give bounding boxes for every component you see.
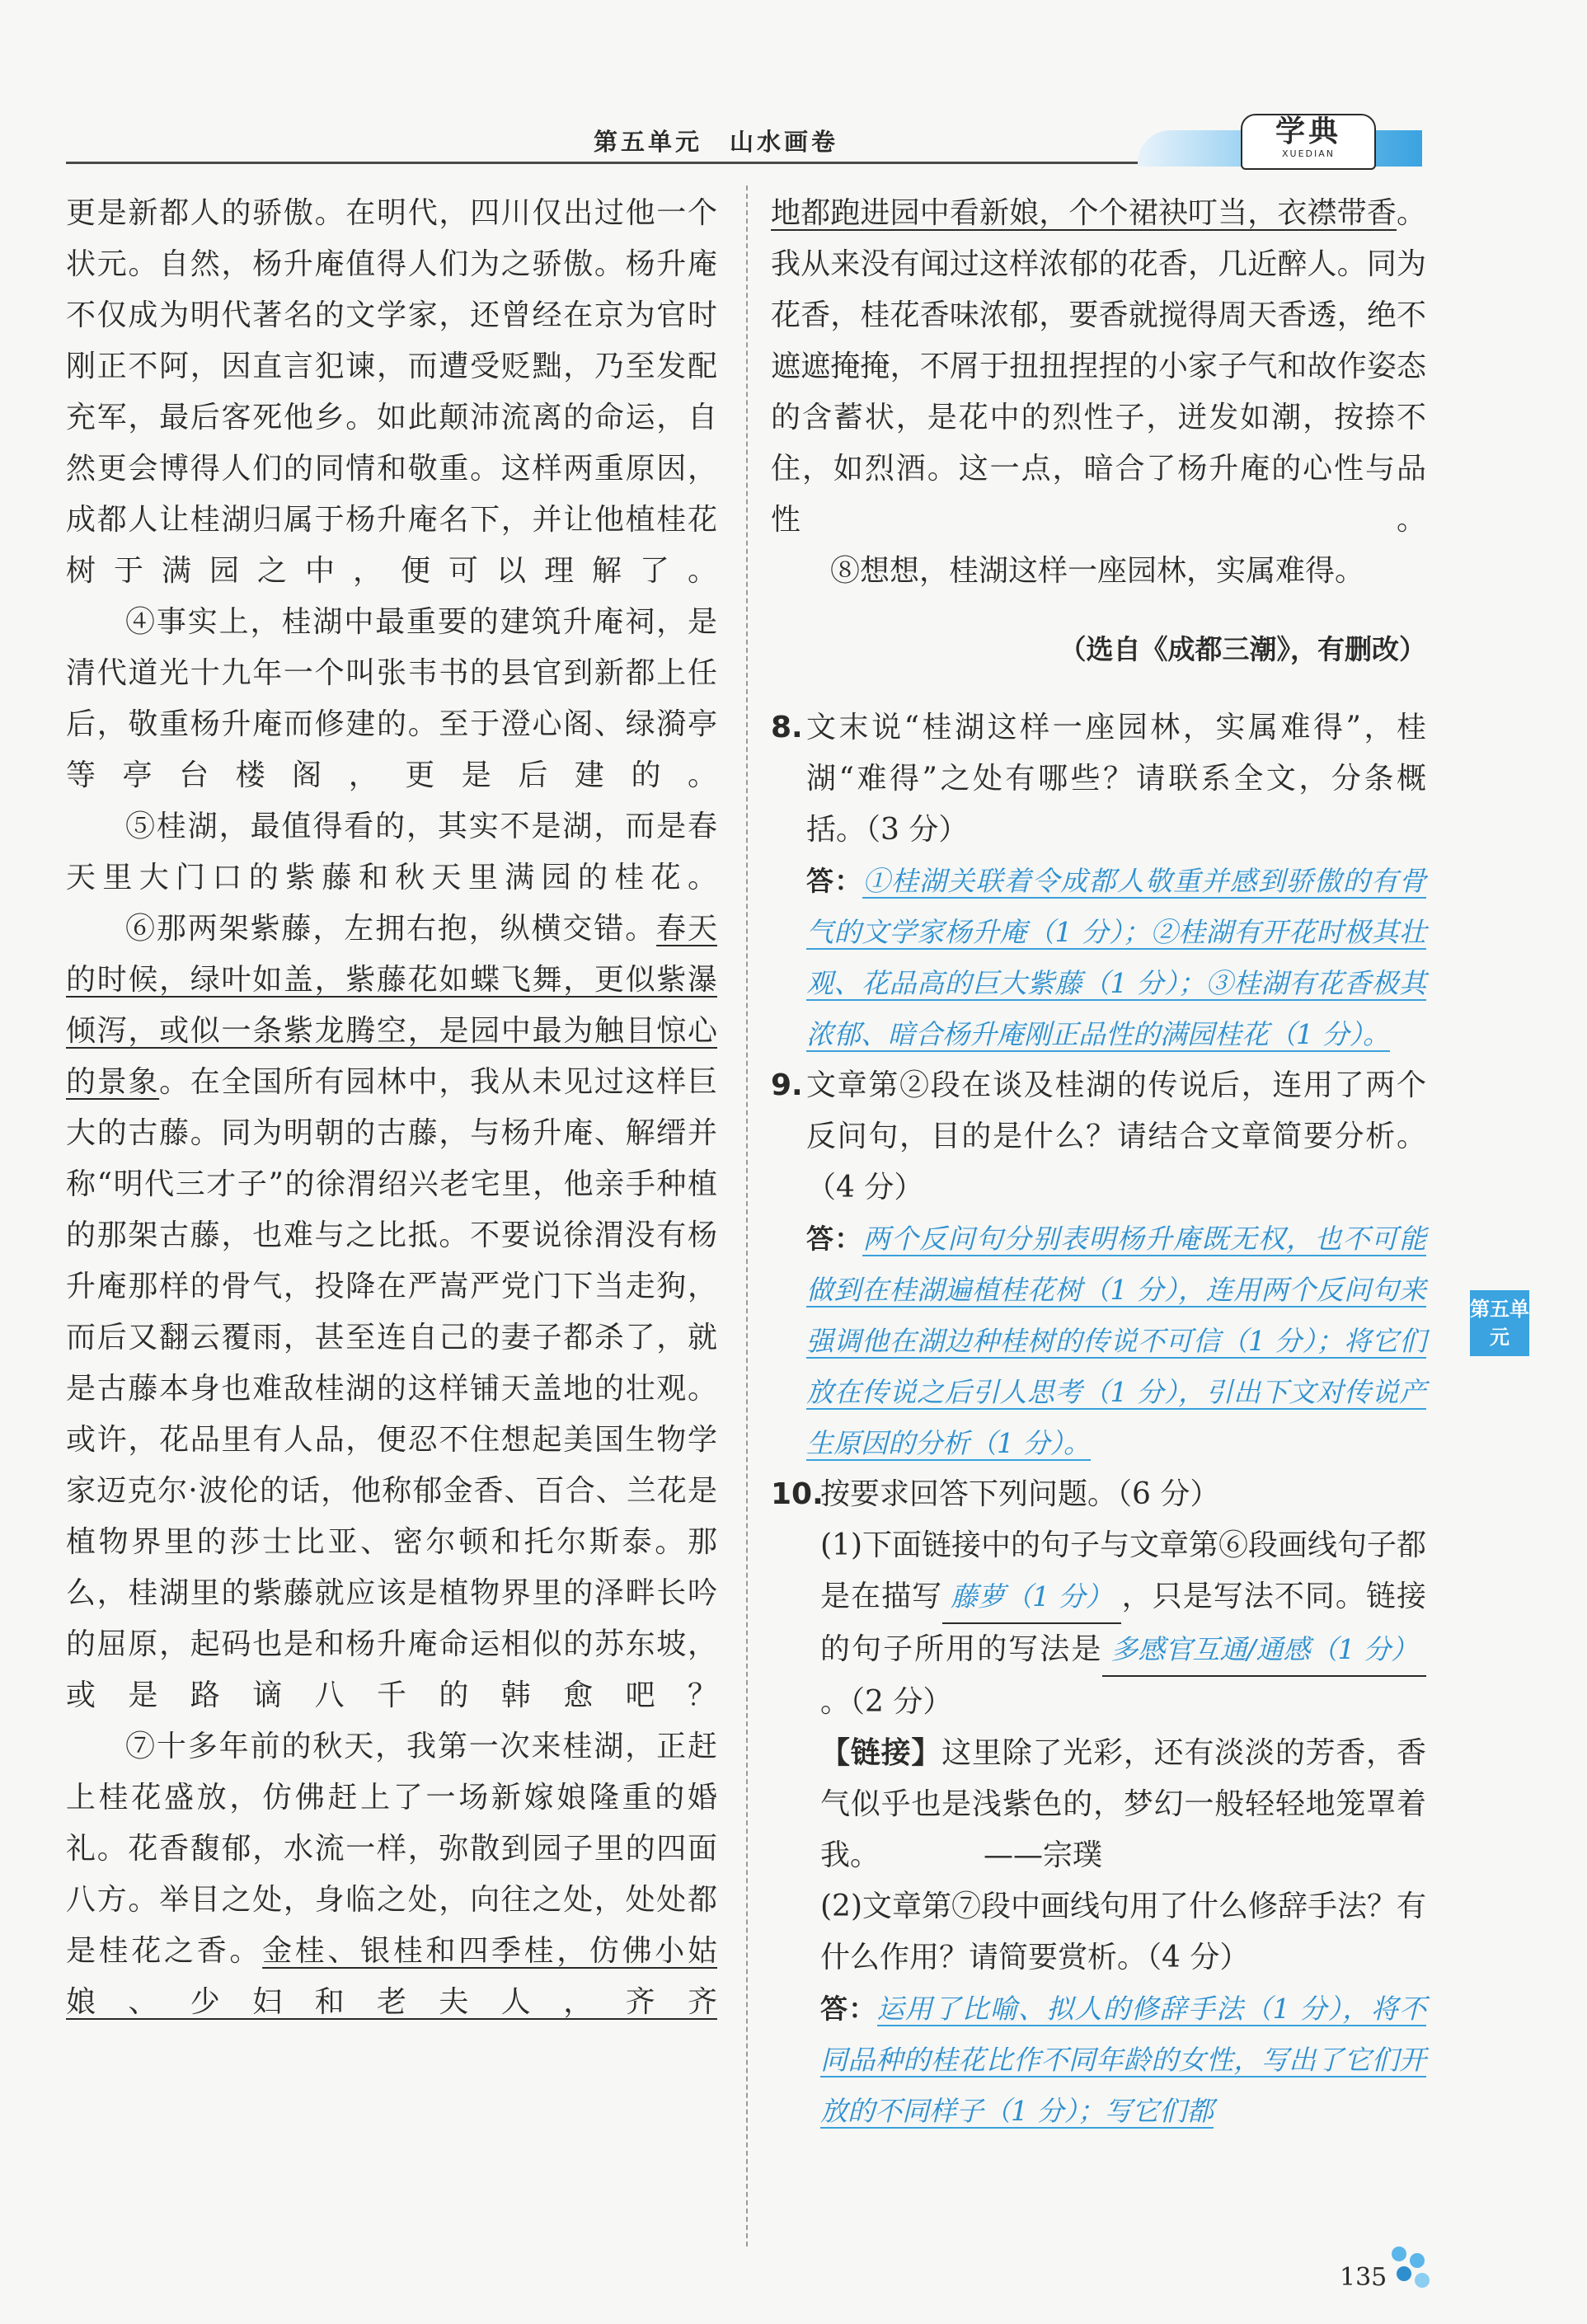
paragraph-8: ⑧想想，桂湖这样一座园林，实属难得。 [830,554,1365,588]
right-column [771,188,1426,2137]
handwritten-answer: 两个反问句分别表明杨升庵既无权，也不可能做到在桂湖遍植桂花树（1 分），连用两个反问句来强调他在湖边种桂树的传说不可信（1 分）；将它们放在传说之后引人思考（1 分），引出下文对传说产生原因的分析（1 分）。 [806,1223,1427,1459]
question-number: 9. [771,1068,803,1102]
header-rule [66,162,1220,164]
question-text: 文章第②段在谈及桂湖的传说后，连用了两个反问句，目的是什么？请结合文章简要分析。（4 分） [806,1068,1426,1204]
handwritten-answer: 运用了比喻、拟人的修辞手法（1 分），将不同品种的桂花比作不同年龄的女性，写出了它们开放的不同样子（1 分）；写它们都 [820,1993,1426,2127]
question-9 [771,1060,1426,1469]
link-label: 【链接】 [820,1736,942,1770]
paragraph-7 [66,1721,717,2028]
answer-block [806,1214,1426,1469]
sub-question-1-text-2: ，只是写法不同。链接的句子所用的写法是 [820,1580,1426,1666]
xuedian-logo [1241,114,1376,170]
paragraph-7-intro: ⑦十多年前的秋天，我第一次来桂湖，正赶上桂花盛放，仿佛赶上了一场新嫁娘隆重的婚礼。花香馥郁，水流一样，弥散到园子里的四面八方。举目之处，身临之处，向往之处，处处都是桂花之香。 [66,1730,717,1968]
dot [1397,2266,1411,2281]
fill-blank-1: 藤萝（1 分） [942,1571,1121,1624]
paragraph-7-cont-body: 。我从来没有闻过这样浓郁的花香，几近醉人。同为花香，桂花香味浓郁，要香就搅得周天香透，绝不遮遮掩掩，不屑于扭扭捏捏的小家子气和故作姿态的含蓄状，是花中的烈性子，迸发如潮，按捺不住，如烈酒。这一点，暗合了杨升庵的心性与品性。 [771,196,1426,537]
dot [1392,2247,1406,2261]
underlined-sentence-6: 春天的时候，绿叶如盖，紫藤花如蝶飞舞，更似紫瀑倾泻，或似一条紫龙腾空，是园中最为触目惊心的景象 [66,912,717,1099]
answer-label: 答： [806,865,863,897]
dot [1410,2253,1425,2268]
link-block [771,1728,1426,1881]
sub-question-1-score: 。（2 分） [820,1685,953,1719]
decorative-dots [1392,2247,1441,2296]
handwritten-answer: ①桂湖关联着令成都人敬重并感到骄傲的有骨气的文学家杨升庵（1 分）；②桂湖有开花时极其壮观、花品高的巨大紫藤（1 分）；③桂湖有花香极其浓郁、暗合杨升庵刚正品性的满园桂花（1 分）。 [806,865,1427,1050]
paragraph-6-intro: ⑥那两架紫藤，左拥右抱，纵横交错。 [125,912,657,946]
question-text: 文末说“桂湖这样一座园林，实属难得”，桂湖“难得”之处有哪些？请联系全文，分条概括。（3 分） [806,711,1426,847]
page-header [0,0,1587,181]
paragraph-6 [66,904,717,1721]
unit-title: 第五单元 山水画卷 [594,128,839,156]
question-number: 8. [771,711,803,744]
underlined-sentence-7: 金桂、银桂和四季桂，仿佛小姑娘、少妇和老夫人，齐齐 [66,1934,717,2019]
paragraph-7-cont [771,188,1426,546]
question-number: 10. [771,1477,824,1511]
dot [1415,2273,1430,2288]
answer-block [771,1984,1426,2137]
fill-blank-2: 多感官互通/通感（1 分） [1102,1624,1426,1677]
unit-side-tab: 第五单元 [1470,1290,1529,1356]
question-8 [771,702,1426,1060]
answer-label: 答： [820,1993,877,2025]
sub-question-1 [771,1520,1426,1728]
left-column [66,188,717,2028]
paragraph-4: ④事实上，桂湖中最重要的建筑升庵祠，是清代道光十九年一个叫张韦书的县官到新都上任后，敬重杨升庵而修建的。至于澄心阁、绿漪亭等亭台楼阁，更是后建的。 [66,605,717,792]
link-quote: 这里除了光彩，还有淡淡的芳香，香气似乎也是浅紫色的，梦幻一般轻轻地笼罩着我。 [820,1736,1426,1872]
paragraph-6-body: 。在全国所有园林中，我从未见过这样巨大的古藤。同为明朝的古藤，与杨升庵、解缙并称“明代三才子”的徐渭绍兴老宅里，他亲手种植的那架古藤，也难与之比抵。不要说徐渭没有杨升庵那样的骨气，投降在严嵩严党门下当走狗，而后又翻云覆雨，甚至连自己的妻子都杀了，就是古藤本身也难敌桂湖的这样铺天盖地的壮观。或许，花品里有人品，便忍不住想起美国生物学家迈克尔·波伦的话，他称郁金香、百合、兰花是植物界里的莎士比亚、密尔顿和托尔斯泰。那么，桂湖里的紫藤就应该是植物界里的泽畔长吟的屈原，起码也是和杨升庵命运相似的苏东坡，或是路谪八千的韩愈吧？ [66,1065,717,1712]
source-citation: （选自《成都三潮》，有删改） [1059,633,1426,665]
sub-question-2: (2)文章第⑦段中画线句用了什么修辞手法？有什么作用？请简要赏析。（4 分） [820,1890,1426,1974]
question-text: 按要求回答下列问题。（6 分） [820,1477,1220,1511]
column-divider [746,185,748,2247]
answer-label: 答： [806,1223,863,1255]
logo-text: 学典 [1275,115,1341,148]
sub-question-1-text: (1)下面链接中的句子与文章第⑥段画线句子都是在描写 [820,1528,1426,1613]
paragraph-3-cont: 更是新都人的骄傲。在明代，四川仅出过他一个状元。自然，杨升庵值得人们为之骄傲。杨升庵不仅成为明代著名的文学家，还曾经在京为官时刚正不阿，因直言犯谏，而遭受贬黜，乃至发配充军，最后客死他乡。如此颠沛流离的命运，自然更会博得人们的同情和敬重。这样两重原因，成都人让桂湖归属于杨升庵名下，并让他植桂花树于满园之中，便可以理解了。 [66,196,717,588]
answer-block [806,856,1426,1060]
underlined-sentence-7-cont: 地都跑进园中看新娘，个个裙袂叮当，衣襟带香 [771,196,1397,230]
page-number: 135 [1340,2263,1387,2292]
question-10 [771,1469,1426,1520]
logo-subtext: XUEDIAN [1281,148,1335,159]
link-author: ——宗璞 [984,1838,1103,1872]
paragraph-5: ⑤桂湖，最值得看的，其实不是湖，而是春天里大门口的紫藤和秋天里满园的桂花。 [66,810,717,894]
